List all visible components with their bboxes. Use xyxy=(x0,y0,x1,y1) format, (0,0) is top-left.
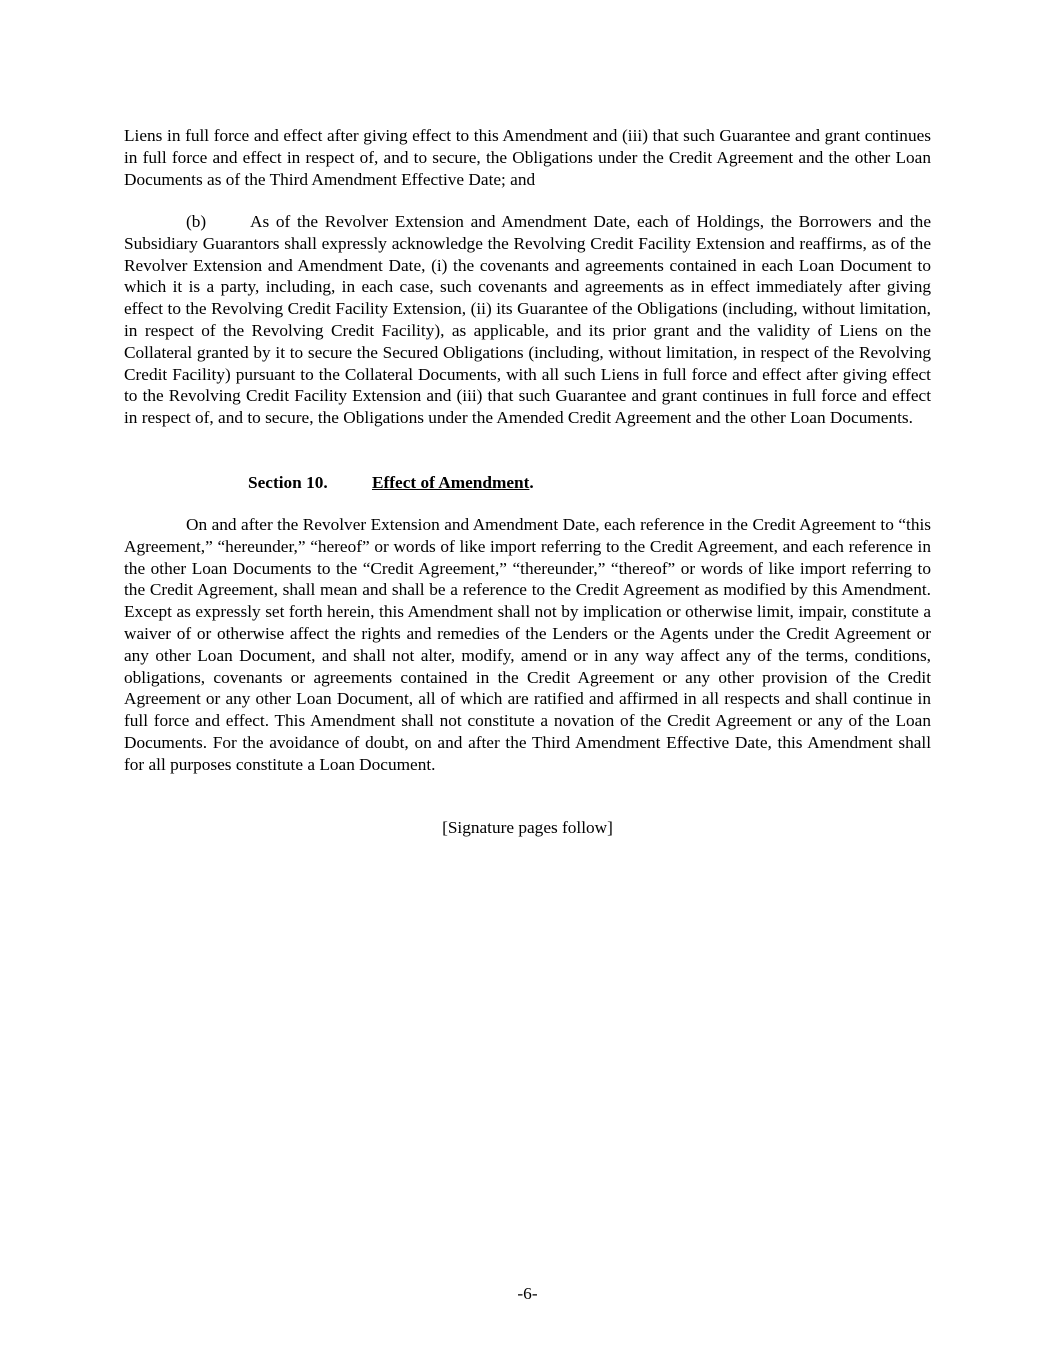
section-title: Effect of Amendment xyxy=(372,473,530,492)
continued-paragraph: Liens in full force and effect after giving effect to this Amendment and (iii) that such Guarantee and grant continues in full force and effect in respect of, and to secure, the Obligations under the Credit Agreement and the other Loan Documents as of the Third Amendment Effective Date; and xyxy=(124,126,931,189)
page-number: -6- xyxy=(517,1284,538,1303)
paragraph-b xyxy=(124,211,931,429)
section-number: Section 10. xyxy=(248,473,328,492)
paragraph-b-label: (b) xyxy=(186,212,207,231)
section-heading xyxy=(248,472,534,494)
section-10-paragraph: On and after the Revolver Extension and Amendment Date, each reference in the Credit Agreement to “this Agreement,” “hereunder,” “hereof” or words of like import referring to the Credit Agreement, and each reference in the other Loan Documents to the “Credit Agreement,” “thereunder,” “thereof” or words of like import referring to the Credit Agreement, shall mean and shall be a reference to the Credit Agreement as modified by this Amendment. Except as expressly set forth herein, this Amendment shall not by implication or otherwise limit, impair, constitute a waiver of or otherwise affect the rights and remedies of the Lenders or the Agents under the Credit Agreement or any other Loan Document, and shall not alter, modify, amend or in any way affect any of the terms, conditions, obligations, covenants or agreements contained in the Credit Agreement or any other provision of the Credit Agreement or any other Loan Document, all of which are ratified and affirmed in all respects and shall continue in full force and effect. This Amendment shall not constitute a novation of the Credit Agreement or any of the Loan Documents. For the avoidance of doubt, on and after the Third Amendment Effective Date, this Amendment shall for all purposes constitute a Loan Document. xyxy=(124,515,931,774)
section-title-punctuation: . xyxy=(529,473,534,492)
paragraph-b-text: As of the Revolver Extension and Amendment Date, each of Holdings, the Borrowers and the Subsidiary Guarantors shall expressly acknowledge the Revolving Credit Facility Extension and reaffirms, as of the Revolver Extension and Amendment Date, (i) the covenants and agreements contained in each Loan Document to which it is a party, including, in each case, such covenants and agreements as in effect immediately after giving effect to the Revolving Credit Facility Extension, (ii) its Guarantee of the Obligations (including, without limitation, in respect of the Revolving Credit Facility), as applicable, and its prior grant and the validity of Liens on the Collateral granted by it to secure the Secured Obligations (including, without limitation, in respect of the Revolving Credit Facility) pursuant to the Collateral Documents, with all such Liens in full force and effect after giving effect to the Revolving Credit Facility Extension and (iii) that such Guarantee and grant continues in full force and effect in respect of, and to secure, the Obligations under the Amended Credit Agreement and the other Loan Documents. xyxy=(124,212,931,428)
signature-note: [Signature pages follow] xyxy=(442,818,613,837)
